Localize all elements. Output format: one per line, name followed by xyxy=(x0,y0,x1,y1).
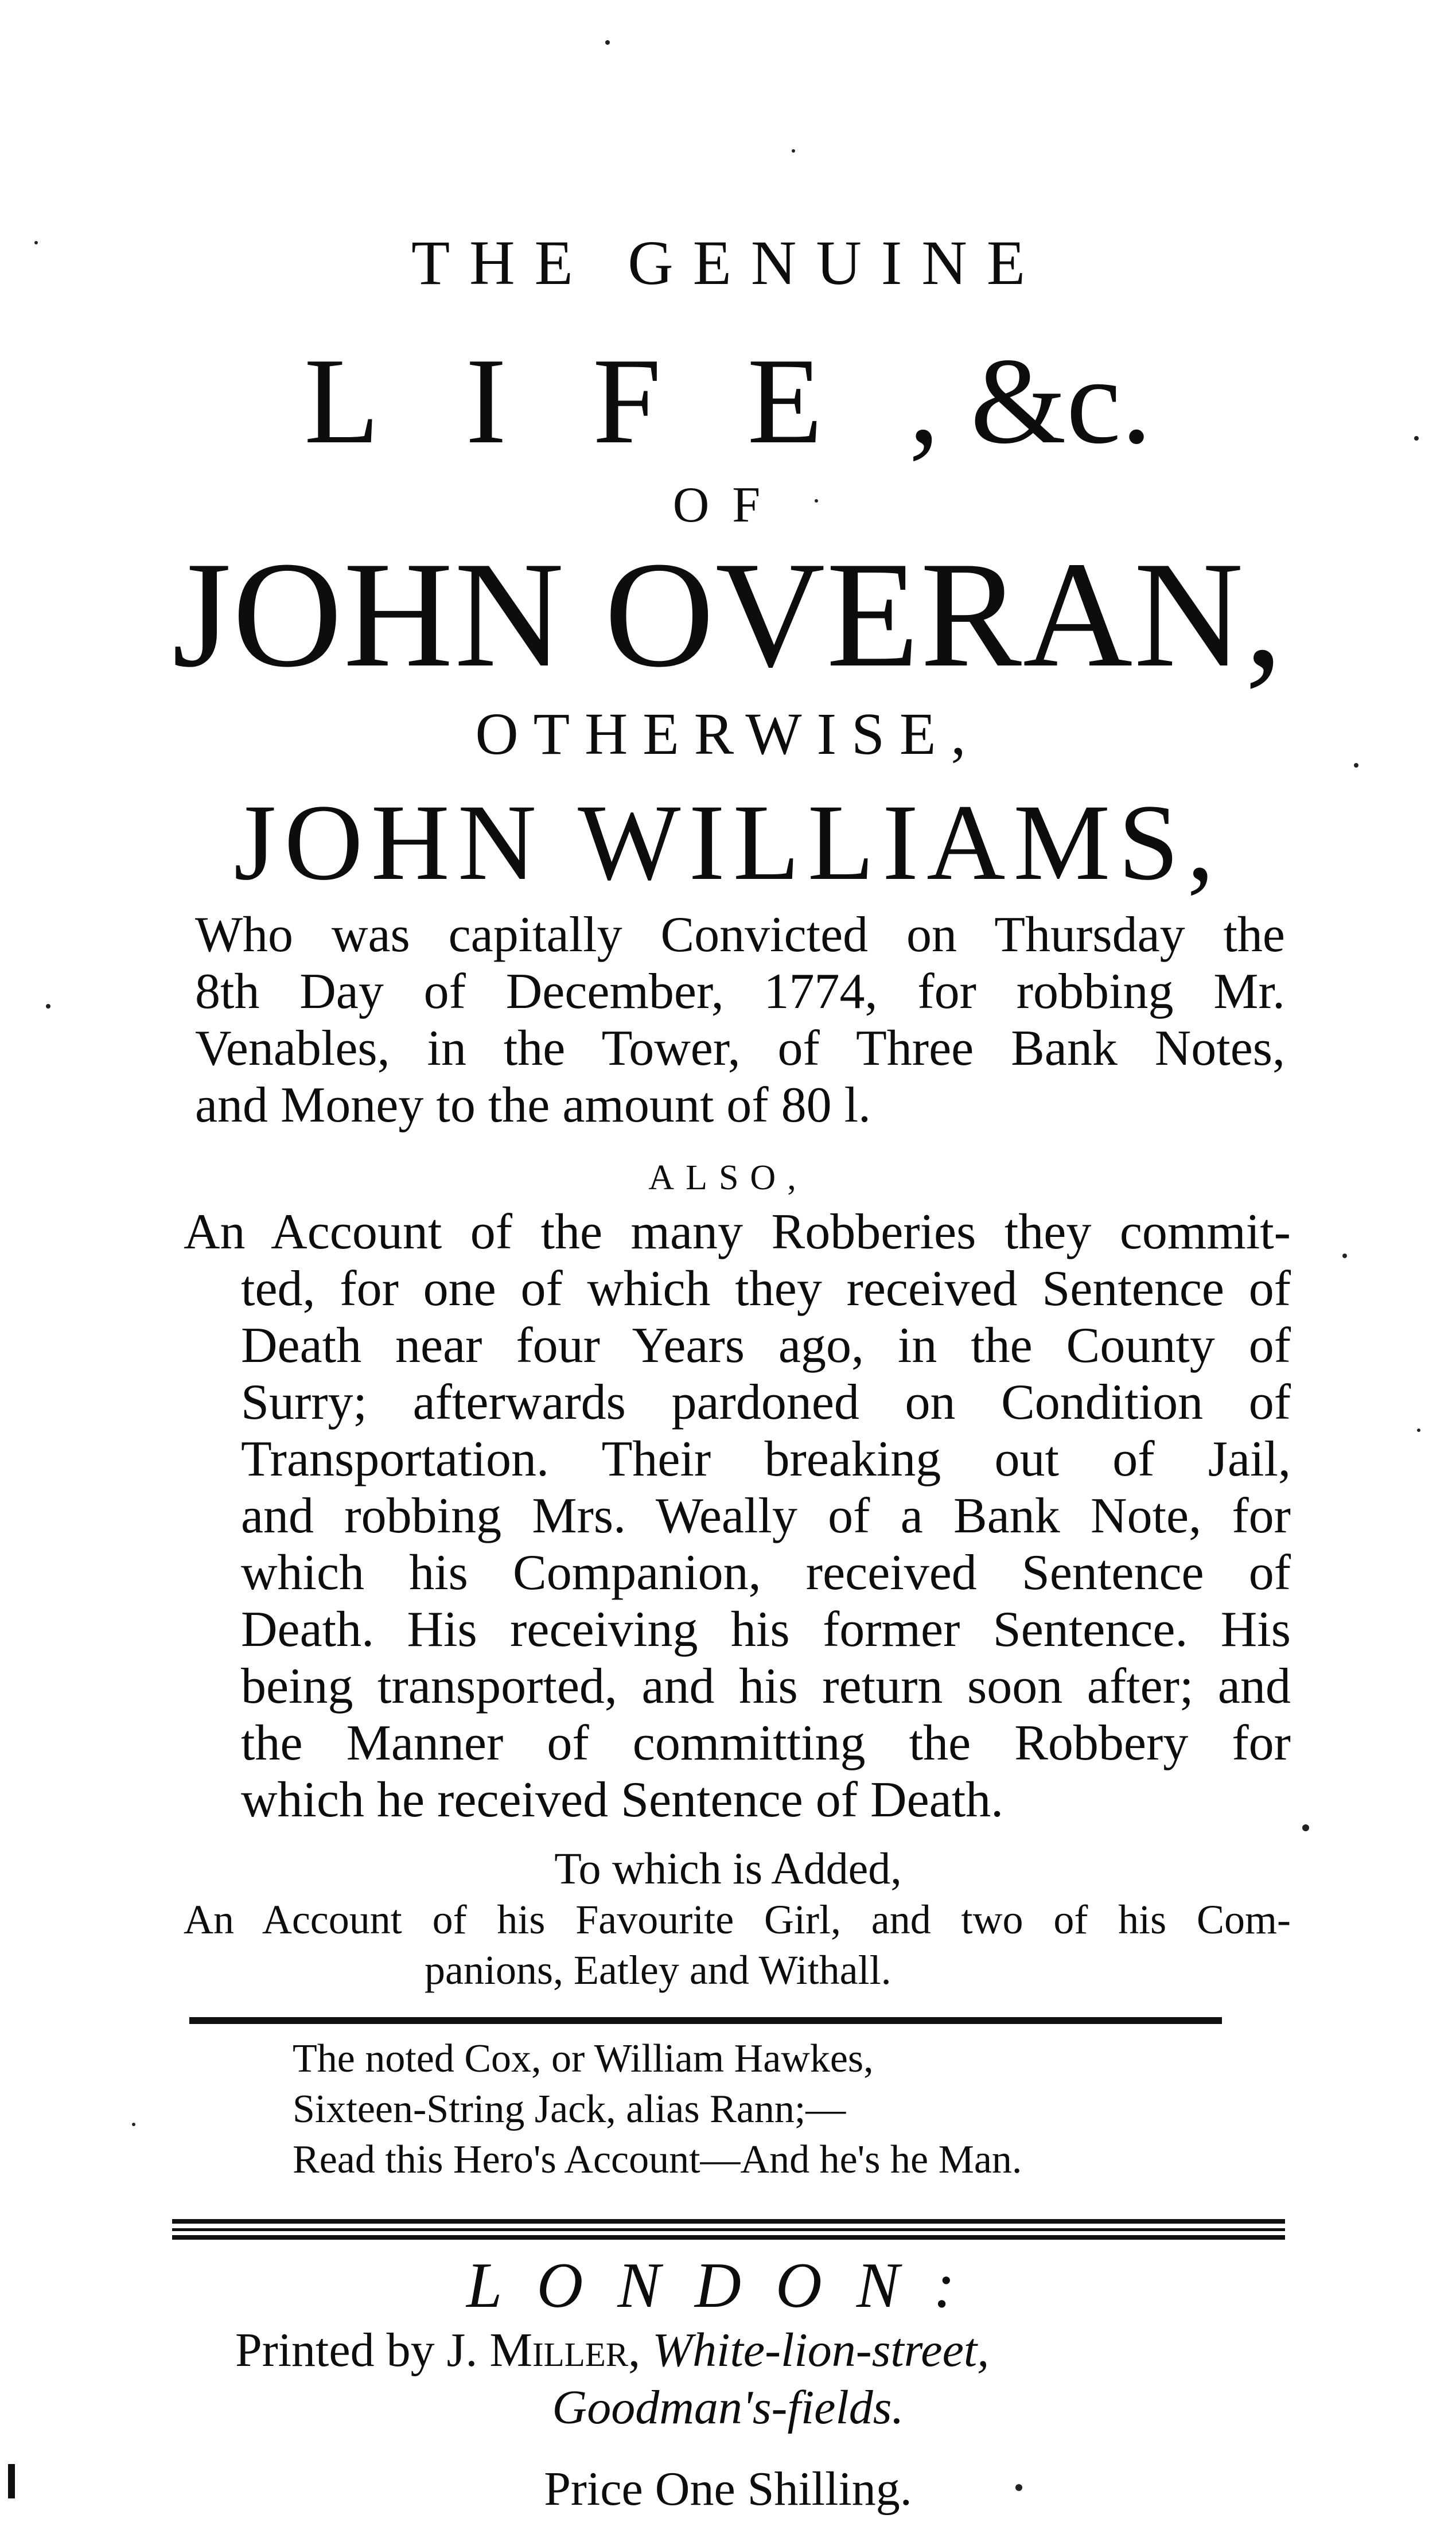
paper-speck xyxy=(605,40,610,45)
paper-speck xyxy=(1417,1429,1420,1432)
summary-line: Who was capitally Convicted on Thursday the xyxy=(195,907,1285,963)
imprint-printed-by: Printed by J. xyxy=(235,2323,478,2377)
summary-line: Venables, in the Tower, of Three Bank Notes, xyxy=(195,1021,1285,1076)
imprint-city: LONDON: xyxy=(466,2250,990,2321)
account-paragraph xyxy=(184,1204,1291,1828)
account-line: An Account of the many Robberies they commit- xyxy=(184,1204,1291,1260)
title-the-genuine: THE GENUINE xyxy=(411,228,1045,298)
favourite-paragraph xyxy=(184,1894,1291,1995)
paper-speck xyxy=(34,241,38,244)
imprint-printer-line xyxy=(235,2322,989,2378)
account-line: Death near four Years ago, in the County of xyxy=(241,1318,1291,1373)
double-rule-bottom xyxy=(172,2235,1285,2240)
paper-speck xyxy=(815,499,818,503)
paper-speck xyxy=(1015,2484,1022,2491)
title-otherwise: OTHERWISE, xyxy=(475,701,981,767)
account-line: the Manner of committing the Robbery for xyxy=(241,1715,1291,1771)
account-line: and robbing Mrs. Weally of a Bank Note, for xyxy=(241,1488,1291,1544)
imprint-street: White-lion-street, xyxy=(652,2323,990,2377)
paper-speck xyxy=(1354,763,1358,768)
imprint-printer-name: Miller, xyxy=(489,2323,641,2377)
title-life xyxy=(0,330,1456,472)
summary-line: and Money to the amount of 80 l. xyxy=(195,1077,871,1133)
paper-speck xyxy=(1342,1254,1347,1258)
account-line: ted, for one of which they received Sentence of xyxy=(241,1261,1291,1317)
account-line: Surry; afterwards pardoned on Condition of xyxy=(241,1375,1291,1430)
paper-speck xyxy=(46,1004,50,1009)
margin-mark xyxy=(8,2464,15,2498)
verse-line: Read this Hero's Account—And he's he Man. xyxy=(293,2138,1022,2182)
title-of: OF xyxy=(672,477,784,533)
title-john-overan: JOHN OVERAN, xyxy=(172,531,1284,699)
paper-speck xyxy=(1302,1824,1309,1831)
title-life-suffix: , &c. xyxy=(908,332,1152,469)
verse-line: Sixteen-String Jack, alias Rann;— xyxy=(293,2087,846,2131)
title-john-williams: JOHN WILLIAMS, xyxy=(233,783,1223,903)
also-heading: ALSO, xyxy=(648,1158,808,1197)
verse-block xyxy=(293,2034,1022,2185)
imprint-district: Goodman's-fields. xyxy=(552,2381,904,2434)
double-rule-mid xyxy=(172,2228,1285,2231)
account-line: which his Companion, received Sentence of xyxy=(241,1545,1291,1601)
account-line: Death. His receiving his former Sentence. His xyxy=(241,1602,1291,1657)
title-life-word: LIFE xyxy=(304,332,909,469)
divider-rule xyxy=(189,2017,1222,2024)
summary-paragraph xyxy=(195,906,1285,1134)
added-heading: To which is Added, xyxy=(554,1843,902,1893)
paper-speck xyxy=(792,149,795,153)
favourite-line: panions, Eatley and Withall. xyxy=(425,1947,891,1993)
paper-speck xyxy=(132,2123,135,2126)
account-line: which he received Sentence of Death. xyxy=(241,1772,1004,1828)
summary-line: 8th Day of December, 1774, for robbing Mr. xyxy=(195,964,1285,1019)
favourite-line: An Account of his Favourite Girl, and two of his Com- xyxy=(184,1897,1291,1943)
price-line: Price One Shilling. xyxy=(544,2462,912,2516)
account-line: Transportation. Their breaking out of Jail, xyxy=(241,1431,1291,1487)
verse-line: The noted Cox, or William Hawkes, xyxy=(293,2037,874,2081)
double-rule-top xyxy=(172,2219,1285,2224)
paper-speck xyxy=(1414,436,1419,441)
account-line: being transported, and his return soon after; and xyxy=(241,1659,1291,1714)
